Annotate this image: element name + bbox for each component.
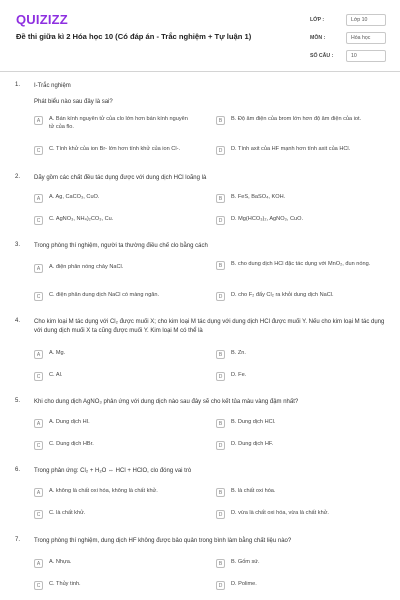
meta-label: LỚP : <box>310 16 325 23</box>
option-letter-box: C <box>34 146 43 155</box>
option-a[interactable] <box>34 419 194 428</box>
option-letter-box: A <box>34 116 43 125</box>
meta-label: SỐ CÂU : <box>310 52 334 59</box>
meta-panel <box>310 12 386 66</box>
option-letter-box: D <box>216 146 225 155</box>
option-letter-box: B <box>216 350 225 359</box>
question-text: Dãy gồm các chất đều tác dụng được với dung dịch HCl loãng là <box>34 175 207 181</box>
option-d[interactable] <box>216 441 386 450</box>
meta-row-subject <box>310 30 386 45</box>
question-text: Trong phòng thí nghiệm, dung dịch HF không được bảo quản trong bình làm bằng chất liệu nào? <box>34 538 292 544</box>
option-c[interactable] <box>34 510 194 519</box>
option-text: B. Zn. <box>231 350 246 356</box>
option-letter-box: A <box>34 488 43 497</box>
option-letter-box: B <box>216 261 225 270</box>
option-c[interactable] <box>34 292 194 301</box>
option-letter-box: A <box>34 419 43 428</box>
option-a[interactable] <box>34 116 194 131</box>
option-text: C. là chất khử. <box>49 510 86 516</box>
option-d[interactable] <box>216 581 386 590</box>
question-number: 2. <box>15 174 21 180</box>
option-text: D. Mg(HCO₃)₂, AgNO₃, CuO. <box>231 216 303 222</box>
option-b[interactable] <box>216 488 386 497</box>
option-letter-box: D <box>216 581 225 590</box>
option-c[interactable] <box>34 146 194 155</box>
option-d[interactable] <box>216 510 386 519</box>
option-letter-box: A <box>34 264 43 273</box>
option-a[interactable] <box>34 194 194 203</box>
option-text: D. Fe. <box>231 372 247 378</box>
meta-row-count <box>310 48 386 63</box>
option-text: A. Nhựa. <box>49 559 72 565</box>
question-text: Trong phòng thí nghiệm, người ta thường điều chế clo bằng cách <box>34 243 208 249</box>
option-letter-box: D <box>216 441 225 450</box>
option-text: B. Gốm sứ. <box>231 559 260 565</box>
option-text: B. Độ âm điện của brom lớn hơn độ âm điện của iot. <box>231 116 362 122</box>
option-letter-box: A <box>34 194 43 203</box>
option-letter-box: B <box>216 488 225 497</box>
option-letter-box: D <box>216 292 225 301</box>
option-c[interactable] <box>34 216 194 225</box>
option-text: C. Al. <box>49 372 63 378</box>
option-text: C. điện phân dung dịch NaCl có màng ngăn. <box>49 292 160 298</box>
option-text: D. vừa là chất oxi hóa, vừa là chất khử. <box>231 510 329 516</box>
option-d[interactable] <box>216 216 386 225</box>
option-a[interactable] <box>34 264 194 273</box>
option-text: A. Dung dịch HI. <box>49 419 90 425</box>
option-text: A. Mg. <box>49 350 66 356</box>
question-text: Khi cho dung dịch AgNO₃ phản ứng với dung dịch nào sau đây sẽ cho kết tủa màu vàng đậm nhất? <box>34 399 299 405</box>
option-b[interactable] <box>216 116 386 125</box>
option-letter-box: B <box>216 419 225 428</box>
option-a[interactable] <box>34 488 194 497</box>
option-c[interactable] <box>34 581 194 590</box>
option-letter-box: A <box>34 350 43 359</box>
option-b[interactable] <box>216 194 386 203</box>
option-letter-box: D <box>216 510 225 519</box>
option-text: C. Tính khử của ion Br- lớn hơn tính khử của ion Cl-. <box>49 146 181 152</box>
option-text: A. điện phân nóng chảy NaCl. <box>49 264 124 270</box>
option-text: B. Dung dịch HCl. <box>231 419 276 425</box>
question-number: 3. <box>15 242 21 248</box>
quizizz-logo: QUIZIZZ <box>16 12 68 27</box>
option-b[interactable] <box>216 261 386 270</box>
subject-field: Hóa học <box>346 32 386 44</box>
question-count-field: 10 <box>346 50 386 62</box>
option-a[interactable] <box>34 350 194 359</box>
option-letter-box: C <box>34 581 43 590</box>
option-d[interactable] <box>216 372 386 381</box>
option-text: D. Dung dịch HF. <box>231 441 274 447</box>
option-b[interactable] <box>216 419 386 428</box>
question-number: 7. <box>15 537 21 543</box>
option-letter-box: C <box>34 292 43 301</box>
option-text: C. Thủy tinh. <box>49 581 81 587</box>
option-b[interactable] <box>216 559 386 568</box>
question-number: 4. <box>15 318 21 324</box>
option-letter-box: D <box>216 372 225 381</box>
option-c[interactable] <box>34 441 194 450</box>
option-text: A. Bán kính nguyên tử của clo lớn hơn bán kính nguyên tử của flo. <box>49 116 188 130</box>
option-letter-box: B <box>216 116 225 125</box>
option-text: C. AgNO₃, NH₄)₂CO₃, Cu. <box>49 216 114 222</box>
option-letter-box: C <box>34 372 43 381</box>
option-letter-box: C <box>34 510 43 519</box>
option-text: C. Dung dịch HBr. <box>49 441 94 447</box>
option-text: A. Ag, CaCO₃, CuO. <box>49 194 100 200</box>
question-text: Trong phản ứng: Cl₂ + H₂O ⇔ HCl + HClO, clo đóng vai trò <box>34 468 192 474</box>
option-letter-box: C <box>34 441 43 450</box>
question-number: 6. <box>15 467 21 473</box>
option-letter-box: B <box>216 559 225 568</box>
option-b[interactable] <box>216 350 386 359</box>
option-text: B. là chất oxi hóa. <box>231 488 276 494</box>
question-text: I-Trắc nghiệm <box>34 83 71 89</box>
option-text: A. không là chất oxi hóa, không là chất khử. <box>49 488 158 494</box>
page-title: Đề thi giữa kì 2 Hóa học 10 (Có đáp án - Trắc nghiệm + Tự luận 1) <box>16 32 252 41</box>
option-letter-box: A <box>34 559 43 568</box>
header-divider <box>0 71 400 72</box>
option-letter-box: C <box>34 216 43 225</box>
option-text: B. FeS, BaSO₄, KOH. <box>231 194 286 200</box>
question-subtext: Phát biểu nào sau đây là sai? <box>34 99 113 105</box>
option-d[interactable] <box>216 146 386 155</box>
question-text: Cho kim loại M tác dụng với Cl₂ được muối X; cho kim loại M tác dụng với dung dịch HCl được muối Y. Nếu cho kim loại M tác dụng với dung dịch muối X ta cũng được muối Y. Kim loại M có thể là <box>34 319 385 334</box>
meta-row-class <box>310 12 386 27</box>
option-a[interactable] <box>34 559 194 568</box>
option-text: B. cho dung dịch HCl đặc tác dụng với MnO₂, đun nóng. <box>231 261 371 267</box>
option-d[interactable] <box>216 292 386 301</box>
question-number: 5. <box>15 398 21 404</box>
option-text: D. Tính axit của HF mạnh hơn tính axit của HCl. <box>231 146 351 152</box>
option-letter-box: B <box>216 194 225 203</box>
option-text: D. Polime. <box>231 581 257 587</box>
option-c[interactable] <box>34 372 194 381</box>
class-field: Lớp 10 <box>346 14 386 26</box>
meta-label: MÔN : <box>310 34 326 41</box>
page-header <box>0 0 400 70</box>
question-number: 1. <box>15 82 21 88</box>
option-letter-box: D <box>216 216 225 225</box>
option-text: D. cho F₂ đẩy Cl₂ ra khỏi dung dịch NaCl. <box>231 292 334 298</box>
